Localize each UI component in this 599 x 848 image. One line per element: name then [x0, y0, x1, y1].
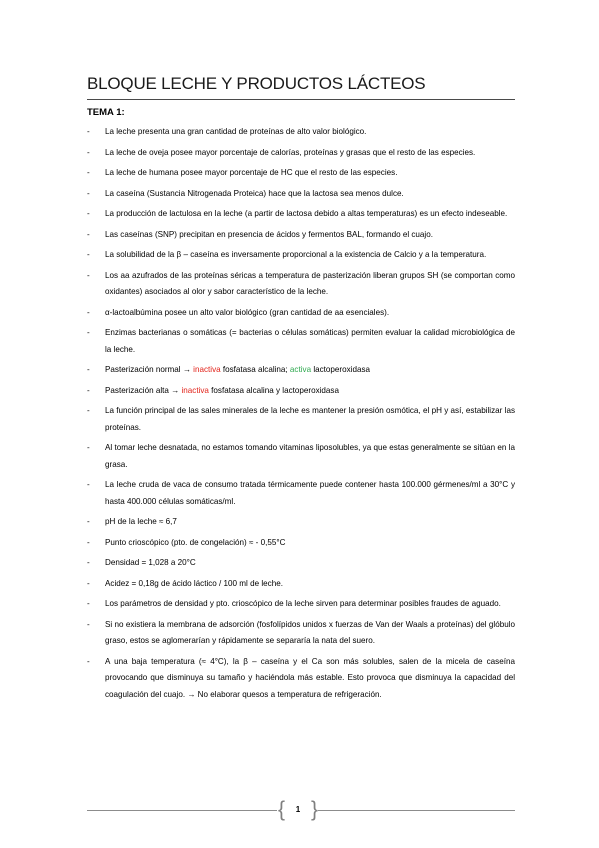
list-item-text: Densidad = 1,028 a 20°C	[105, 558, 196, 567]
list-item-pasteurization-normal	[87, 362, 515, 379]
section-heading: TEMA 1:	[87, 107, 125, 118]
list-item-text: Los aa azufrados de las proteínas séricas a temperatura de pasterización liberan grupos SH (se comportan como oxidantes) asociados al olor y sabor característico de la leche.	[105, 270, 515, 296]
list-item-text: pH de la leche ≈ 6,7	[105, 517, 177, 526]
list-item-text: La producción de lactulosa en la leche (a partir de lactosa debido a altas temperaturas) es un efecto indeseable.	[105, 209, 508, 218]
bullet-dash: -	[87, 209, 90, 218]
list-item-text: La leche de oveja posee mayor porcentaje de calorías, proteínas y grasas que el resto de las especies.	[105, 147, 476, 157]
bullet-dash: -	[87, 578, 90, 588]
text-segment: Pasterización normal →	[105, 365, 194, 374]
list-item	[87, 535, 515, 552]
list-item-text: La caseína (Sustancia Nitrogenada Proteica) hace que la lactosa sea menos dulce.	[105, 188, 404, 198]
active-label: activa	[289, 365, 312, 374]
list-item	[87, 305, 515, 322]
list-item-text: α-lactoalbúmina posee un alto valor biológico (gran cantidad de aa esenciales).	[105, 307, 390, 317]
list-item	[87, 654, 515, 704]
list-item-text: Punto crioscópico (pto. de congelación) ≈ - 0,55°C	[105, 537, 286, 547]
bullet-dash: -	[87, 599, 90, 608]
bullet-dash: -	[87, 147, 90, 157]
list-item-text: La solubilidad de la β – caseína es inversamente proporcional a la existencia de Calcio y a la temperatura.	[105, 250, 487, 259]
bullet-dash: -	[87, 537, 90, 547]
inactive-label: inactiva	[193, 365, 221, 374]
bullet-dash: -	[87, 270, 90, 280]
list-item	[87, 247, 515, 264]
list-item-text: La leche cruda de vaca de consumo tratada térmicamente puede contener hasta 100.000 gérmenes/ml a 30°C y hasta 400.000 células somáticas/ml.	[105, 480, 515, 506]
list-item-text: Enzimas bacterianas o somáticas (= bacterias o células somáticas) permiten evaluar la calidad microbiológica de la leche.	[105, 328, 515, 354]
text-segment: lactoperoxidasa	[311, 365, 371, 374]
list-item	[87, 268, 515, 301]
text-segment: fosfatasa alcalina y lactoperoxidasa	[208, 385, 339, 395]
bullet-dash: -	[87, 517, 90, 526]
bullet-dash: -	[87, 480, 90, 489]
list-item	[87, 186, 515, 203]
list-item	[87, 145, 515, 162]
bullet-dash: -	[87, 250, 90, 259]
list-item-text: La función principal de las sales minerales de la leche es mantener la presión osmótica, el pH y así, estabilizar las proteínas.	[105, 406, 515, 432]
list-item	[87, 555, 515, 572]
list-item-text: A una baja temperatura (≈ 4°C), la β – caseína y el Ca son más solubles, salen de la micela de caseína provocando que disminuya su tamaño y haciéndola más estable. Esto provoca que disminuya la capacidad del coagulación del cuajo. → No elaborar quesos a temperatura de refrigeración.	[105, 656, 515, 699]
bullet-dash: -	[87, 385, 90, 395]
page-number	[278, 798, 318, 822]
list-item	[87, 440, 515, 473]
list-item-text	[105, 362, 515, 379]
list-item-pasteurization-high	[87, 383, 515, 400]
text-segment: fosfatasa alcalina;	[220, 365, 290, 374]
text-segment: Pasterización alta →	[105, 385, 182, 395]
bullet-dash: -	[87, 365, 90, 374]
page-title: BLOQUE LECHE Y PRODUCTOS LÁCTEOS	[87, 74, 426, 93]
list-item	[87, 596, 515, 613]
bullet-dash: -	[87, 168, 90, 177]
bullet-dash: -	[87, 619, 90, 629]
bullet-dash: -	[87, 443, 90, 452]
list-item	[87, 227, 515, 244]
bullet-dash: -	[87, 188, 90, 198]
list-item	[87, 325, 515, 358]
bullet-dash: -	[87, 406, 90, 415]
list-item-text: Al tomar leche desnatada, no estamos tomando vitaminas liposolubles, ya que estas generalmente se sitúan en la grasa.	[105, 443, 515, 469]
list-item	[87, 477, 515, 510]
list-item-text: Las caseínas (SNP) precipitan en presencia de ácidos y fermentos BAL, formando el cuajo.	[105, 229, 433, 239]
list-item-text	[105, 383, 515, 400]
list-item-text: Si no existiera la membrana de adsorción (fosfolípidos unidos x fuerzas de Van der Waals a proteínas) del glóbulo graso, estos se aglomerarían y rápidamente se separaría la nata del suero.	[105, 619, 515, 645]
notes-list	[87, 124, 515, 707]
list-item	[87, 403, 515, 436]
bullet-dash: -	[87, 229, 90, 239]
bullet-dash: -	[87, 307, 90, 317]
inactive-label: inactiva	[181, 385, 209, 395]
list-item-text: Acidez = 0,18g de ácido láctico / 100 ml de leche.	[105, 578, 283, 588]
bullet-dash: -	[87, 656, 90, 666]
footer-rule-left	[87, 810, 277, 811]
list-item-text: La leche presenta una gran cantidad de proteínas de alto valor biológico.	[105, 127, 367, 136]
bullet-dash: -	[87, 328, 90, 337]
list-item-text: La leche de humana posee mayor porcentaje de HC que el resto de las especies.	[105, 168, 398, 177]
list-item	[87, 617, 515, 650]
list-item	[87, 206, 515, 223]
bracket-close-icon: }	[310, 798, 318, 821]
page-number-value: 1	[295, 805, 301, 814]
footer-rule-right	[318, 810, 515, 811]
bracket-open-icon: {	[278, 798, 286, 821]
list-item	[87, 124, 515, 141]
list-item	[87, 514, 515, 531]
bullet-dash: -	[87, 558, 90, 567]
title-divider	[87, 99, 515, 100]
bullet-dash: -	[87, 127, 90, 136]
list-item-text: Los parámetros de densidad y pto. crioscópico de la leche sirven para determinar posibles fraudes de aguado.	[105, 599, 501, 608]
list-item	[87, 576, 515, 593]
list-item	[87, 165, 515, 182]
